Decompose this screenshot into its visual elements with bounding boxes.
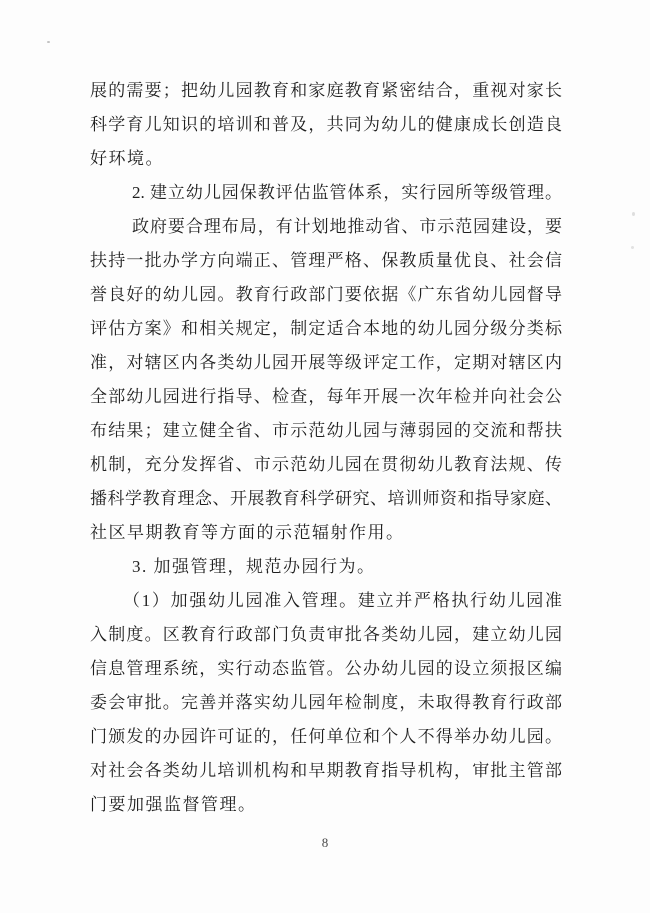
text-line: 播科学教育理念、开展教育科学研究、培训师资和指导家庭、: [90, 489, 562, 508]
scan-speck: [631, 246, 634, 249]
text-line: 门颁发的办园许可证的，任何单位和个人不得举办幼儿园。: [90, 727, 562, 746]
text-line: 扶持一批办学方向端正、管理严格、保教质量优良、社会信: [90, 251, 562, 270]
text-line: 政府要合理布局，有计划地推动省、市示范园建设，要: [132, 217, 562, 236]
text-line: 对社会各类幼儿培训机构和早期教育指导机构，审批主管部: [90, 761, 562, 780]
text-line: 委会审批。完善并落实幼儿园年检制度，未取得教育行政部: [90, 693, 562, 712]
text-line: 准，对辖区内各类幼儿园开展等级评定工作，定期对辖区内: [90, 353, 562, 372]
text-line-heading: 3. 加强管理，规范办园行为。: [132, 557, 376, 576]
text-line: 评估方案》和相关规定，制定适合本地的幼儿园分级分类标: [90, 319, 562, 338]
scan-speck: [47, 41, 50, 43]
text-line: 社区早期教育等方面的示范辐射作用。: [90, 523, 405, 542]
text-line: 机制，充分发挥省、市示范幼儿园在贯彻幼儿教育法规、传: [90, 455, 562, 474]
page-number: 8: [321, 835, 329, 850]
text-line-heading: 2. 建立幼儿园保教评估监管体系，实行园所等级管理。: [132, 183, 562, 202]
text-line: 全部幼儿园进行指导、检查，每年开展一次年检并向社会公: [90, 387, 562, 406]
text-line: 信息管理系统，实行动态监管。公办幼儿园的设立须报区编: [90, 659, 562, 678]
text-line: 展的需要；把幼儿园教育和家庭教育紧密结合，重视对家长: [90, 81, 562, 100]
text-line: 科学育儿知识的培训和普及，共同为幼儿的健康成长创造良: [90, 115, 562, 134]
text-line: 誉良好的幼儿园。教育行政部门要依据《广东省幼儿园督导: [90, 285, 562, 304]
text-line: 入制度。区教育行政部门负责审批各类幼儿园，建立幼儿园: [90, 625, 562, 644]
text-line: （1）加强幼儿园准入管理。建立并严格执行幼儿园准: [123, 591, 562, 610]
text-line: 门要加强监督管理。: [90, 795, 257, 814]
text-line: 好环境。: [90, 149, 164, 168]
document-text: [90, 74, 562, 822]
scan-speck: [632, 212, 635, 216]
text-line: 布结果；建立健全省、市示范幼儿园与薄弱园的交流和帮扶: [90, 421, 562, 440]
